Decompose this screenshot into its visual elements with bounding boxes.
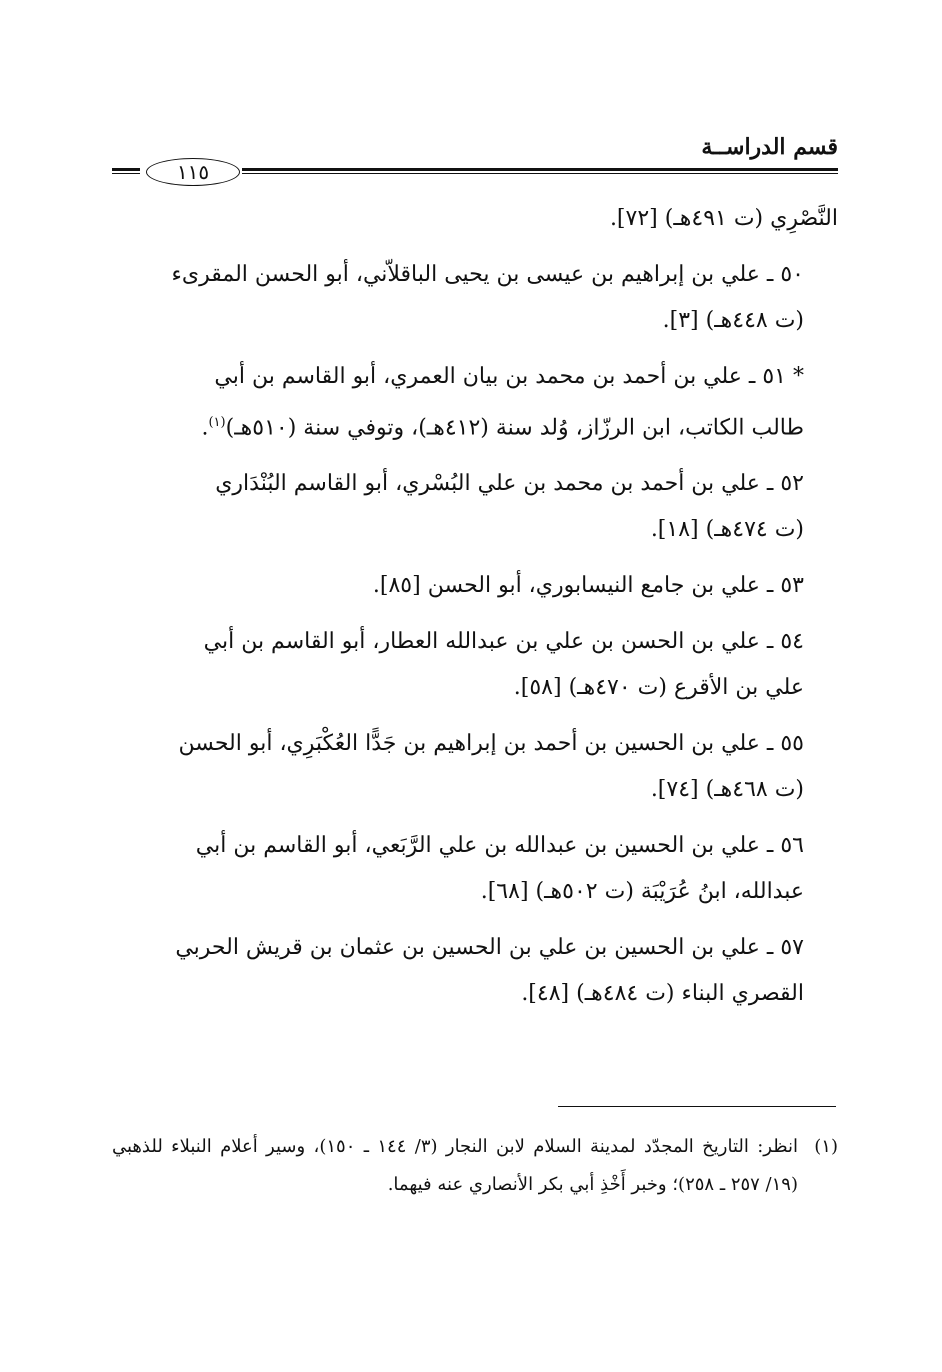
entry-line: النَّصْرِي (ت ٤٩١هـ) [٧٢]. — [609, 206, 838, 231]
entry-line: (ت ٤٦٨هـ) [٧٤]. — [650, 777, 804, 803]
entry-line: (ت ٤٧٤هـ) [١٨]. — [650, 517, 804, 543]
entry-line: ٥٧ ـ علي بن الحسين بن علي بن الحسين بن عثمان بن قريش الحربي — [175, 935, 804, 961]
entry-continuation — [112, 196, 838, 242]
entry-line: ٥٣ ـ علي بن جامع النيسابوري، أبو الحسن [٨٥]. — [372, 573, 804, 599]
entry-line: ٥٠ ـ علي بن إبراهيم بن عيسى بن يحيى الباقلاّني، أبو الحسن المقرىء — [171, 262, 804, 287]
entry-56 — [112, 823, 838, 915]
entry-line: ٥٤ ـ علي بن الحسن بن علي بن عبدالله العطار، أبو القاسم بن أبي — [203, 629, 804, 655]
header-rule — [112, 158, 838, 186]
entry-55 — [112, 721, 838, 813]
section-title: قسم الدراســة — [701, 134, 838, 160]
header-rule-left — [112, 168, 140, 174]
entry-line-end: . — [201, 415, 209, 441]
footnote-text: انظر: التاريخ المجدّد لمدينة السلام لابن النجار (٣/ ١٤٤ ـ ١٥٠)، وسير أعلام النبلاء للذهبي (١٩/ ٢٥٧ ـ ٢٥٨)؛ وخبر أَخْذِ أبي بكر الأنصاري عنه فيهما. — [112, 1136, 799, 1195]
entry-line: ٥٦ ـ علي بن الحسين بن عبدالله بن علي الرَّبَعي، أبو القاسم بن أبي — [195, 833, 804, 859]
footnote-1 — [112, 1128, 838, 1204]
page-number: ١١٥ — [146, 158, 240, 186]
footnote-number: (١) — [814, 1136, 838, 1157]
footnotes — [112, 1128, 838, 1204]
main-content — [112, 196, 838, 1027]
entry-line: ٥٥ ـ علي بن الحسين بن أحمد بن إبراهيم بن جَدًّا العُكْبَرِي، أبو الحسن — [178, 731, 804, 757]
entry-line: طالب الكاتب، ابن الرزّاز، وُلد سنة (٤١٢هـ)، وتوفي سنة (٥١٠هـ) — [225, 415, 804, 441]
entry-52 — [112, 461, 838, 553]
entry-line: القصري البناء (ت ٤٨٤هـ) [٤٨]. — [521, 981, 804, 1007]
footnote-ref[interactable]: (١) — [208, 415, 226, 430]
entry-50 — [112, 252, 838, 344]
entry-line: (ت ٤٤٨هـ) [٣]. — [662, 308, 804, 333]
header-rule-right — [242, 168, 838, 174]
entry-57 — [112, 925, 838, 1017]
entry-54 — [112, 619, 838, 711]
entry-line: ٥٢ ـ علي بن أحمد بن محمد بن علي البُسْري، أبو القاسم البُنْدَاري — [215, 471, 804, 497]
entry-line: علي بن الأقرع (ت ٤٧٠هـ) [٥٨]. — [513, 675, 804, 701]
entry-53 — [112, 563, 838, 609]
entry-line: * ٥١ ـ علي بن أحمد بن محمد بن بيان العمري، أبو القاسم بن أبي — [214, 364, 804, 389]
entry-line: عبدالله، ابنُ عُرَيْبَة (ت ٥٠٢هـ) [٦٨]. — [480, 879, 804, 905]
page-header — [112, 128, 838, 188]
entry-51 — [112, 354, 838, 451]
footnote-divider — [558, 1106, 836, 1107]
